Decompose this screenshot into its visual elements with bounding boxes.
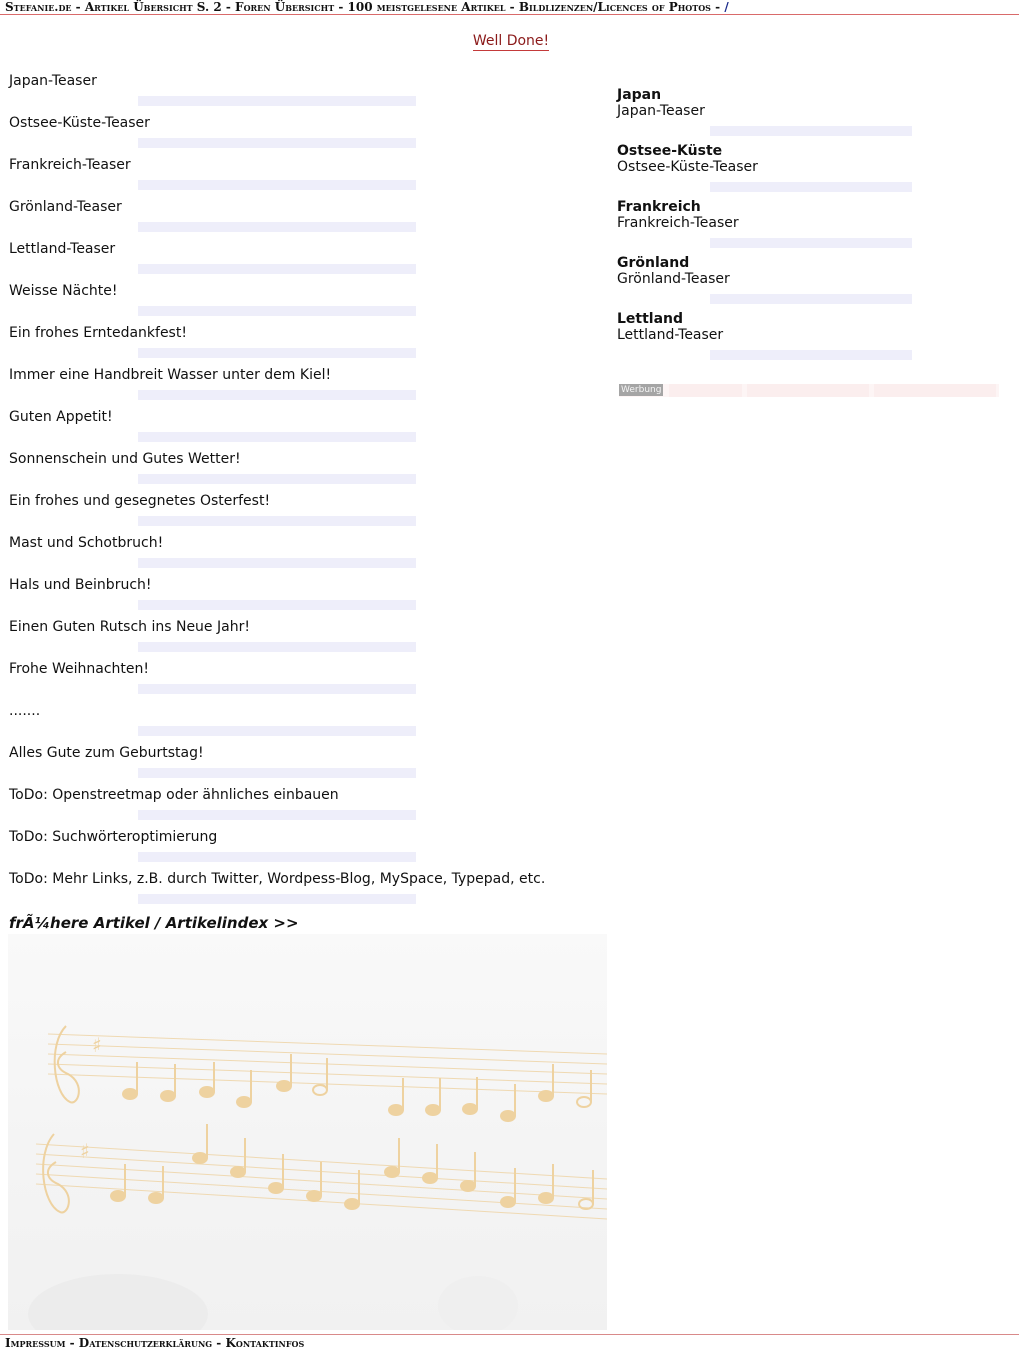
- nav-home-link[interactable]: Stefanie.de: [5, 0, 72, 14]
- article-item: [9, 660, 609, 702]
- article-item: [9, 702, 609, 744]
- article-item: [9, 156, 609, 198]
- country-placeholder-bar: [710, 294, 912, 304]
- article-placeholder-bar: [138, 516, 416, 526]
- nav-slash-link[interactable]: /: [724, 0, 729, 14]
- country-placeholder-bar: [710, 182, 912, 192]
- article-item: [9, 324, 609, 366]
- article-title[interactable]: Lettland-Teaser: [9, 241, 116, 257]
- country-teaser-text[interactable]: Japan-Teaser: [617, 103, 705, 119]
- article-placeholder-bar: [138, 642, 416, 652]
- article-placeholder-bar: [138, 684, 416, 694]
- earlier-articles-link[interactable]: frÃ¼here Artikel / Artikelindex >>: [9, 914, 299, 932]
- country-placeholder-bar: [710, 126, 912, 136]
- nav-forums-link[interactable]: Foren Übersicht: [235, 0, 335, 14]
- country-teaser-text[interactable]: Grönland-Teaser: [617, 271, 730, 287]
- nav-licences-link[interactable]: Bildlizenzen/Licences of Photos: [518, 0, 711, 14]
- article-title[interactable]: Alles Gute zum Geburtstag!: [9, 745, 204, 761]
- article-title[interactable]: Japan-Teaser: [9, 73, 97, 89]
- article-placeholder-bar: [138, 138, 416, 148]
- article-placeholder-bar: [138, 600, 416, 610]
- nav-separator: -: [710, 0, 725, 14]
- article-item: [9, 870, 609, 912]
- svg-text:♯: ♯: [92, 1033, 102, 1057]
- country-teaser: [617, 198, 1017, 254]
- footer-privacy-link[interactable]: Datenschutzerklärung: [78, 1336, 213, 1350]
- footer-impressum-link[interactable]: Impressum: [5, 1336, 66, 1350]
- country-name[interactable]: Japan: [617, 87, 662, 103]
- article-item: [9, 408, 609, 450]
- article-item: [9, 576, 609, 618]
- nav-separator: -: [334, 0, 348, 14]
- country-name[interactable]: Lettland: [617, 311, 684, 327]
- footer-separator: -: [65, 1336, 79, 1350]
- article-title[interactable]: Sonnenschein und Gutes Wetter!: [9, 451, 241, 467]
- article-title[interactable]: Ein frohes und gesegnetes Osterfest!: [9, 493, 271, 509]
- article-title[interactable]: ToDo: Suchwörteroptimierung: [9, 829, 218, 845]
- country-teaser-column: [617, 86, 1017, 366]
- article-item: [9, 240, 609, 282]
- article-item: [9, 366, 609, 408]
- article-placeholder-bar: [138, 180, 416, 190]
- article-item: [9, 828, 609, 870]
- article-placeholder-bar: [138, 96, 416, 106]
- article-placeholder-bar: [138, 726, 416, 736]
- article-item: [9, 282, 609, 324]
- country-name[interactable]: Grönland: [617, 255, 690, 271]
- country-teaser-text[interactable]: Ostsee-Küste-Teaser: [617, 159, 758, 175]
- country-placeholder-bar: [710, 350, 912, 360]
- svg-text:♯: ♯: [80, 1139, 90, 1163]
- article-item: [9, 744, 609, 786]
- article-placeholder-bar: [138, 474, 416, 484]
- article-item: [9, 534, 609, 576]
- article-placeholder-bar: [138, 306, 416, 316]
- article-placeholder-bar: [138, 894, 416, 904]
- country-name[interactable]: Ostsee-Küste: [617, 143, 723, 159]
- article-placeholder-bar: [138, 768, 416, 778]
- country-placeholder-bar: [710, 238, 912, 248]
- ad-slot[interactable]: [747, 384, 869, 397]
- country-teaser: [617, 142, 1017, 198]
- footer-navigation: [0, 1334, 1019, 1351]
- article-title[interactable]: .......: [9, 703, 41, 719]
- nav-separator: -: [505, 0, 519, 14]
- article-title[interactable]: Guten Appetit!: [9, 409, 113, 425]
- article-title[interactable]: ToDo: Openstreetmap oder ähnliches einbauen: [9, 787, 339, 803]
- country-name[interactable]: Frankreich: [617, 199, 701, 215]
- country-teaser-text[interactable]: Frankreich-Teaser: [617, 215, 739, 231]
- ad-slot[interactable]: [669, 384, 742, 397]
- article-placeholder-bar: [138, 222, 416, 232]
- article-placeholder-bar: [138, 390, 416, 400]
- article-title[interactable]: Hals und Beinbruch!: [9, 577, 152, 593]
- article-title[interactable]: Immer eine Handbreit Wasser unter dem Kiel!: [9, 367, 332, 383]
- article-placeholder-bar: [138, 558, 416, 568]
- article-title[interactable]: Ein frohes Erntedankfest!: [9, 325, 187, 341]
- article-item: [9, 72, 609, 114]
- nav-top100-link[interactable]: 100 meistgelesene Artikel: [347, 0, 506, 14]
- ad-slot[interactable]: [874, 384, 996, 397]
- country-teaser: [617, 254, 1017, 310]
- article-title[interactable]: Einen Guten Rutsch ins Neue Jahr!: [9, 619, 250, 635]
- ad-label: Werbung: [621, 385, 662, 395]
- article-item: [9, 198, 609, 240]
- article-item: [9, 786, 609, 828]
- footer-separator: -: [212, 1336, 226, 1350]
- country-teaser: [617, 310, 1017, 366]
- footer-contact-link[interactable]: Kontaktinfos: [225, 1336, 305, 1350]
- article-placeholder-bar: [138, 432, 416, 442]
- nav-separator: -: [71, 0, 85, 14]
- article-placeholder-bar: [138, 852, 416, 862]
- advertisement-bar[interactable]: [619, 384, 999, 397]
- article-list: [9, 72, 609, 912]
- article-title[interactable]: Frohe Weihnachten!: [9, 661, 149, 677]
- music-sheet-image: [8, 934, 607, 1330]
- article-item: [9, 492, 609, 534]
- music-notes-illustration: [8, 934, 607, 1330]
- article-placeholder-bar: [138, 810, 416, 820]
- nav-articles-page2-link[interactable]: Artikel Übersicht S. 2: [84, 0, 222, 14]
- article-title[interactable]: Weisse Nächte!: [9, 283, 118, 299]
- well-done-link[interactable]: Well Done!: [472, 33, 550, 49]
- article-item: [9, 618, 609, 660]
- article-title[interactable]: Ostsee-Küste-Teaser: [9, 115, 150, 131]
- article-placeholder-bar: [138, 348, 416, 358]
- country-teaser-text[interactable]: Lettland-Teaser: [617, 327, 724, 343]
- article-title[interactable]: ToDo: Mehr Links, z.B. durch Twitter, Wordpess-Blog, MySpace, Typepad, etc.: [9, 871, 546, 887]
- country-teaser: [617, 86, 1017, 142]
- article-title[interactable]: Grönland-Teaser: [9, 199, 122, 215]
- article-item: [9, 114, 609, 156]
- article-item: [9, 450, 609, 492]
- nav-separator: -: [221, 0, 236, 14]
- article-placeholder-bar: [138, 264, 416, 274]
- article-title[interactable]: Frankreich-Teaser: [9, 157, 131, 173]
- top-navigation: [0, 0, 1019, 15]
- article-title[interactable]: Mast und Schotbruch!: [9, 535, 164, 551]
- well-done-banner: [0, 32, 1022, 50]
